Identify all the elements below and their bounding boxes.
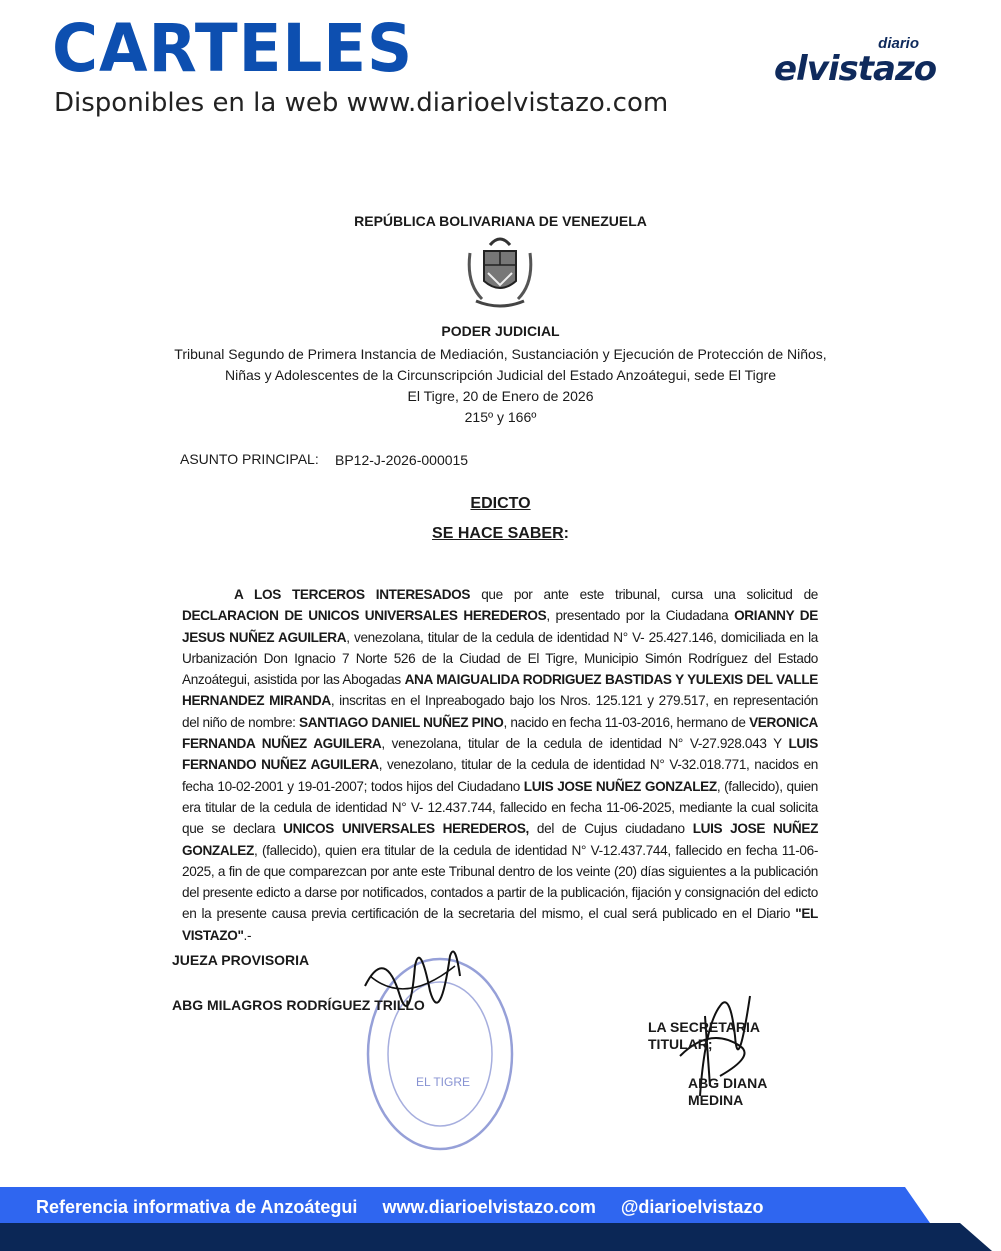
svg-text:EL TIGRE: EL TIGRE [416, 1075, 471, 1090]
brand-logo [774, 36, 949, 88]
body-text-segment: .- [243, 927, 252, 943]
subject-label: ASUNTO PRINCIPAL: [180, 451, 319, 467]
body-text-segment: del de Cujus ciudadano [529, 821, 693, 837]
page-subtitle: Disponibles en la web www.diarioelvistazo.com [54, 88, 669, 118]
judge-signature-icon [355, 936, 475, 1036]
notice-heading-colon: : [563, 525, 569, 542]
body-text-segment: , venezolana, titular de la cedula de identidad N° V- 25.427.146, domiciliada en la Urbanización Don Ignacio 7 Norte 526 de la Ciudad de El Tigre, Municipio Simón Rodríguez del Estado Anzoátegui, asistida por las Abogadas [182, 629, 819, 688]
body-bold-segment: UNICOS UNIVERSALES HEREDEROS, [283, 821, 529, 837]
footer-social-handle[interactable]: @diarioelvistazo [620, 1197, 764, 1217]
logo-small-text: diario [878, 35, 919, 52]
logo-main-text: elvistazo [774, 49, 937, 89]
body-bold-segment: A LOS TERCEROS INTERESADOS [234, 587, 471, 602]
subject-value: BP12-J-2026-000015 [335, 452, 469, 468]
footer-website-link[interactable]: www.diarioelvistazo.com [382, 1197, 596, 1217]
body-bold-segment: LUIS JOSE NUÑEZ GONZALEZ [523, 778, 717, 794]
footer-tagline: Referencia informativa de Anzoátegui [36, 1197, 358, 1217]
secretary-name: ABG DIANA MEDINA [688, 1075, 767, 1109]
body-bold-segment: "EL VISTAZO" [182, 906, 818, 943]
court-line-1: Tribunal Segundo de Primera Instancia de Mediación, Sustanciación y Ejecución de Protección de Niños, [174, 346, 827, 362]
judge-name: ABG MILAGROS RODRÍGUEZ TRILLO [172, 997, 425, 1014]
signature-block [172, 952, 818, 1109]
court-line-2: Niñas y Adolescentes de la Circunscripción Judicial del Estado Anzoátegui, sede El Tigre [225, 367, 776, 383]
body-bold-segment: SANTIAGO DANIEL NUÑEZ PINO [299, 714, 504, 730]
body-bold-segment: DECLARACION DE UNICOS UNIVERSALES HEREDEROS [182, 608, 547, 624]
body-bold-segment: LUIS JOSE NUÑEZ GONZALEZ [182, 821, 819, 858]
document-date: El Tigre, 20 de Enero de 2026 [407, 388, 594, 404]
body-text-segment: , inscritas en el Inpreabogado bajo los Nros. 125.121 y 279.517, en representación del niño de nombre: [182, 693, 818, 730]
footer-text [36, 1197, 783, 1217]
body-text-segment: , (fallecido), quien era titular de la cedula de identidad N° V- 12.437.744, fallecido en fecha 11-06-2025, mediante la cual solicita que se declara [182, 778, 818, 837]
secretary-title: LA SECRETARIA TITULAR; [648, 1019, 760, 1053]
body-text-segment: , (fallecido), quien era titular de la cedula de identidad N° V-12.437.744, fallecido en fecha 11-06-2025, a fin de que comparezcan por ante este Tribunal dentro de los veinte (20) días siguientes a la publicación del presente edicto a darse por notificados, contados a partir de la publicación, fijación y consignación del edicto en la presente causa previa certificación de la secretaria del mismo, el cual será publicado en el Diario [182, 842, 818, 922]
edict-content [172, 584, 819, 1109]
body-text-segment: que por ante este tribunal, cursa una solicitud de [470, 587, 818, 602]
body-bold-segment: ANA MAIGUALIDA RODRIGUEZ BASTIDAS Y YULEXIS DEL VALLE HERNANDEZ MIRANDA [182, 672, 818, 709]
body-bold-segment: VERONICA FERNANDA NUÑEZ AGUILERA [182, 714, 819, 752]
judge-title: JUEZA PROVISORIA [172, 952, 310, 969]
body-text-segment: , nacido en fecha 11-03-2016, hermano de [503, 714, 750, 730]
notice-heading: SE HACE SABER [432, 525, 564, 542]
edict-body [182, 584, 818, 946]
body-bold-segment: LUIS FERNANDO NUÑEZ AGUILERA [182, 736, 819, 773]
body-text-segment: , presentado por la Ciudadana [546, 608, 735, 624]
document-branch: PODER JUDICIAL [441, 323, 560, 339]
coat-of-arms-icon [462, 233, 538, 311]
body-bold-segment: ORIANNY DE JESUS NUÑEZ AGUILERA [182, 608, 818, 645]
edict-heading: EDICTO [470, 495, 531, 512]
document-country: REPÚBLICA BOLIVARIANA DE VENEZUELA [354, 213, 647, 229]
body-text-segment: , venezolano, titular de la cedula de identidad N° V-32.018.771, nacidos en fecha 10-02-2001 y 19-01-2007; todos hijos del Ciudadano [182, 757, 818, 794]
document-years: 215º y 166º [464, 409, 537, 425]
body-text-segment: , venezolana, titular de la cedula de identidad N° V-27.928.043 Y [381, 736, 789, 752]
page-title: CARTELES [52, 10, 414, 87]
